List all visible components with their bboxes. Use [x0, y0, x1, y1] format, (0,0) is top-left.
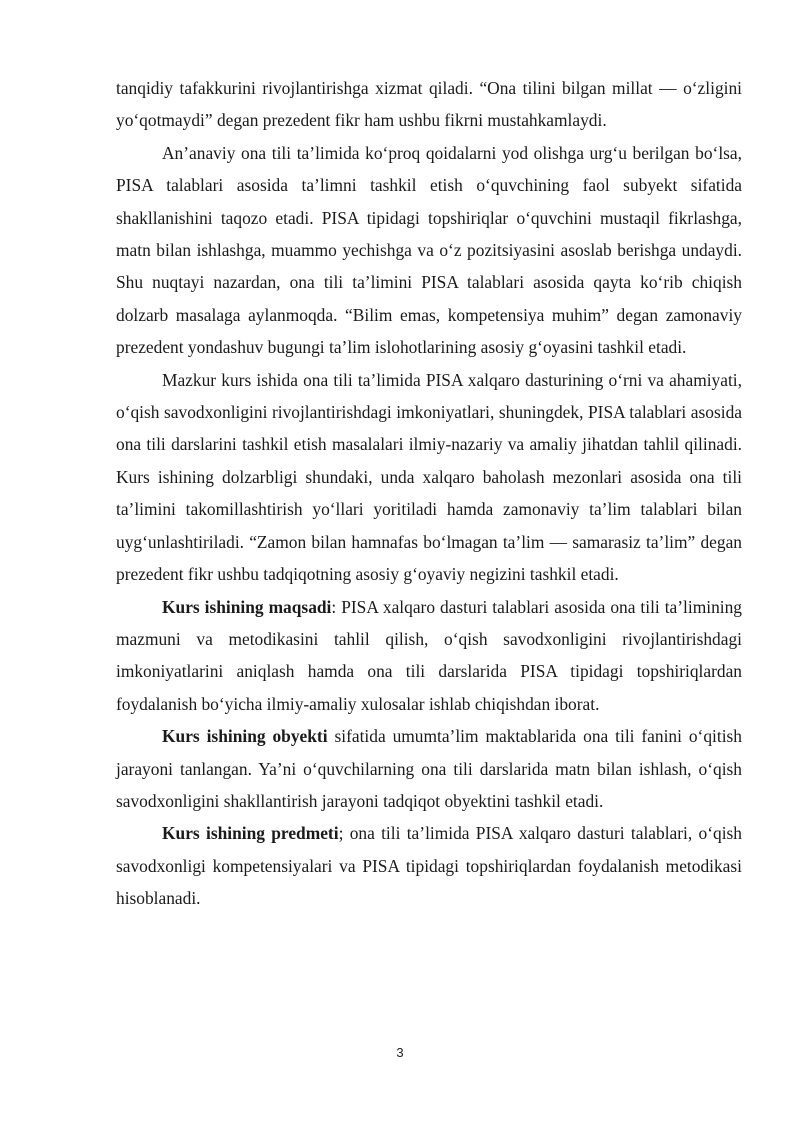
document-body — [116, 72, 742, 915]
paragraph-intro-continuation — [116, 72, 742, 137]
paragraph-text: An’anaviy ona tili ta’limida ko‘proq qoidalarni yod olishga urg‘u berilgan bo‘lsa, PISA talablari asosida ta’limni tashkil etish o‘quvchining faol subyekt sifatida shakllanishini taqozo etadi. PISA tipidagi topshiriqlar o‘quvchini mustaqil fikrlashga, matn bilan ishlashga, muammo yechishga va o‘z pozitsiyasini asoslab berishga undaydi. Shu nuqtayi nazardan, ona tili ta’limini PISA talablari asosida qayta ko‘rib chiqish dolzarb masalaga aylanmoqda. “Bilim emas, kompetensiya muhim” degan zamonaviy prezedent yondashuv bugungi ta’lim islohotlarining asosiy g‘oyasini tashkil etadi. — [116, 142, 742, 358]
paragraph-text: Mazkur kurs ishida ona tili ta’limida PISA xalqaro dasturining o‘rni va ahamiyati, o‘qish savodxonligini rivojlantirishdagi imkoniyatlari, shuningdek, PISA talablari asosida ona tili darslarini tashkil etish masalalari ilmiy-nazariy va amaliy jihatdan tahlil qilinadi. Kurs ishining dolzarbligi shundaki, unda xalqaro baholash mezonlari asosida ona tili ta’limini takomillashtirish yo‘llari yoritiladi hamda zamonaviy ta’lim talablari bilan uyg‘unlashtiriladi. “Zamon bilan hamnafas bo‘lmagan ta’lim — samarasiz ta’lim” degan prezedent fikr ushbu tadqiqotning asosiy g‘oyaviy negizini tashkil etadi. — [116, 369, 742, 585]
paragraph-text: sifatida umumta’lim maktablarida ona tili fanini o‘qitish jarayoni tanlangan. Ya’ni o‘quvchilarning ona tili darslarida matn bilan ishlash, o‘qish savodxonligini shakllantirish jarayoni tadqiqot obyektini tashkil etadi. — [116, 726, 742, 811]
paragraph-text: ; ona tili ta’limida PISA xalqaro dasturi talablari, o‘qish savodxonligi kompetensiyalari va PISA tipidagi topshiriqlardan foydalanish metodikasi hisoblanadi. — [116, 823, 742, 909]
page-number: 3 — [396, 1045, 404, 1060]
course-subject-heading: Kurs ishining predmeti — [162, 823, 339, 844]
paragraph-course-goal — [116, 591, 742, 721]
paragraph-traditional-teaching — [116, 137, 742, 364]
paragraph-course-object — [116, 720, 742, 817]
paragraph-course-subject — [116, 817, 742, 914]
course-object-heading: Kurs ishining obyekti — [162, 726, 328, 747]
paragraph-course-relevance — [116, 364, 742, 591]
paragraph-text: : PISA xalqaro dasturi talablari asosida ona tili ta’limining mazmuni va metodikasini tahlil qilish, o‘qish savodxonligini rivojlantirishdagi imkoniyatlarini aniqlash hamda ona tili darslarida PISA tipidagi topshiriqlardan foydalanish bo‘yicha ilmiy-amaliy xulosalar ishlab chiqishdan iborat. — [116, 596, 742, 714]
course-goal-heading: Kurs ishining maqsadi — [162, 596, 332, 617]
paragraph-text: tanqidiy tafakkurini rivojlantirishga xizmat qiladi. “Ona tilini bilgan millat — o‘zligini yo‘qotmaydi” degan prezedent fikr ham ushbu fikrni mustahkamlaydi. — [116, 78, 742, 131]
